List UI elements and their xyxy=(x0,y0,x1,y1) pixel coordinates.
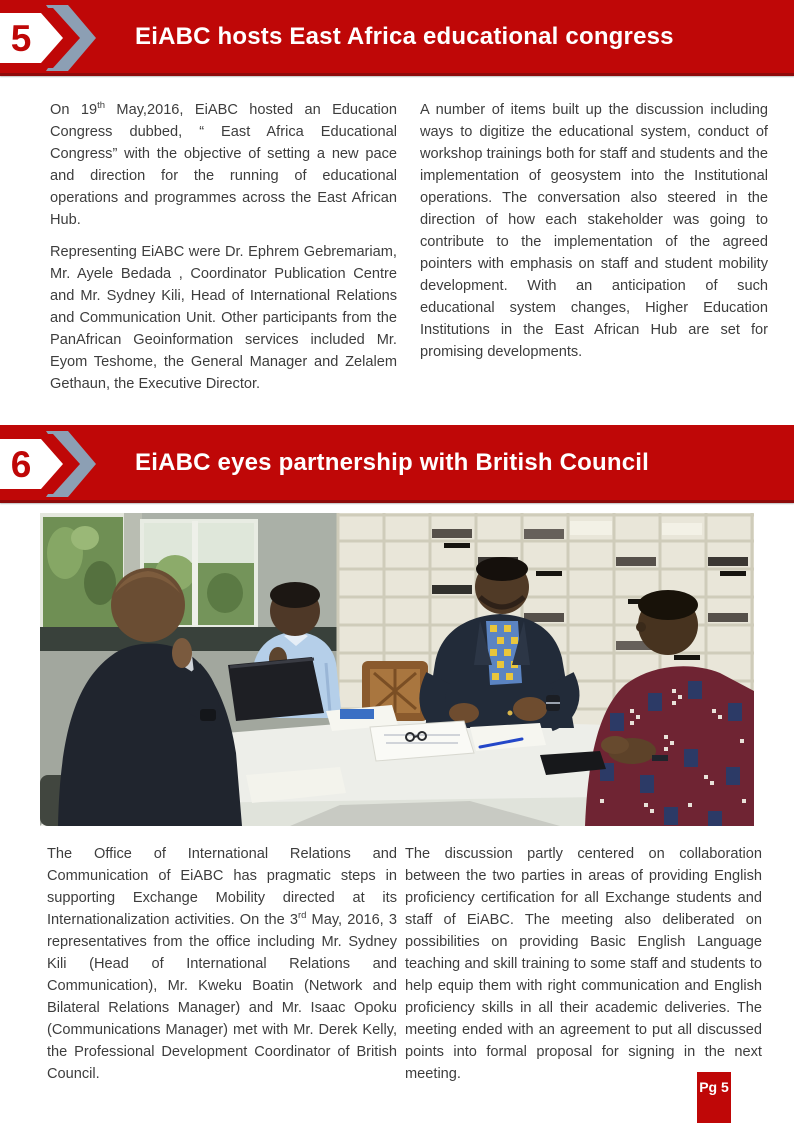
section-6-banner xyxy=(0,425,794,503)
superscript: th xyxy=(97,100,106,112)
superscript: rd xyxy=(297,910,307,922)
paragraph: The Office of International Relations and Communication of EiABC has pragmatic steps in supporting Exchange Mobility directed at its Internationalization activities. On the 3rd May, 2016, 3 representatives from the office including Mr. Sydney Kili (Head of International Relations and Communication), Mr. Kweku Boatin (Network and Bilateral Relations Manager) and Mr. Isaac Opoku (Communications Manager) met with Mr. Derek Kelly, the Professional Development Coordinator of British Council. xyxy=(47,846,397,1082)
paragraph: The discussion partly centered on collaboration between the two parties in areas of providing English proficiency certification for all Exchange students and staff of EiABC. The meeting also deliberated on possibilities on providing Basic English Language teaching and skill training to some staff and students to help equip them with right communication and English proficiency skills in all their academic deliveries. The meeting ended with an agreement to put all discussed points into formal proposal for signing in the next meeting. xyxy=(405,846,762,1082)
article5-right-column xyxy=(420,99,768,363)
section-title: EiABC hosts East Africa educational congress xyxy=(135,22,674,50)
paragraph: A number of items built up the discussion including ways to digitize the educational system, conduct of workshop trainings both for staff and students and the implementation of geosystem into the Institutional operations. The conversation also steered in the direction of how each stakeholder was going to contribute to the implementation of the agreed pointers with emphasis on staff and student mobility development. With an anticipation of such educational system changes, Higher Education Institutions in the East African Hub are set for promising developments. xyxy=(420,102,768,360)
section-number: 6 xyxy=(10,444,32,485)
page-number-badge: Pg 5 xyxy=(697,1072,731,1123)
paragraph: Representing EiABC were Dr. Ephrem Gebremariam, Mr. Ayele Bedada , Coordinator Publication Centre and Mr. Sydney Kili, Head of International Relations and Communication Unit. Other participants from the PanAfrican Geoinformation services included Mr. Eyom Teshome, the General Manager and Zelalem Gethaun, the Executive Director. xyxy=(50,244,397,392)
section-title: EiABC eyes partnership with British Council xyxy=(135,448,650,476)
section-number-tab xyxy=(0,425,100,503)
section-5-banner xyxy=(0,0,794,76)
section-number-tab xyxy=(0,0,100,76)
meeting-photo xyxy=(40,513,754,826)
section-number: 5 xyxy=(10,18,32,59)
article5-left-column xyxy=(50,99,397,395)
article6-left-column xyxy=(47,843,397,1085)
paragraph: On 19th May,2016, EiABC hosted an Education Congress dubbed, “ East Africa Educational Congress” with the objective of setting a new pace and direction for the running of educational operations and programmes across the East African Hub. xyxy=(50,100,397,228)
article6-right-column xyxy=(405,843,762,1085)
